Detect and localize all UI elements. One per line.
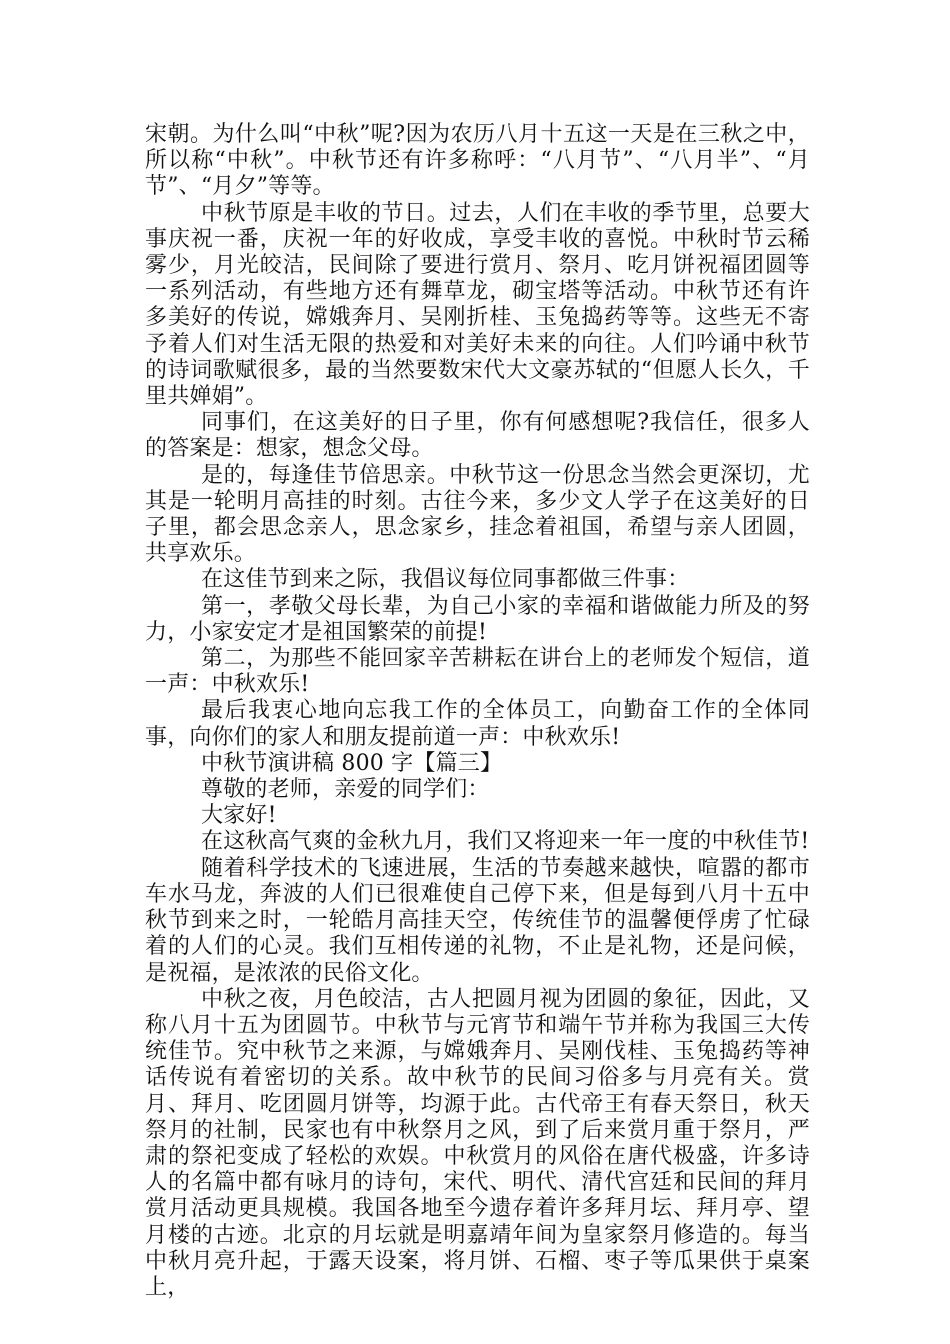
paragraph: 随着科学技术的飞速进展，生活的节奏越来越快，喧嚣的都市车水马龙，奔波的人们已很难使自己停下来，但是每到八月十五中秋节到来之时，一轮皓月高挂天空，传统佳节的温馨便俘虏了忙碌着的人们的心灵。我们互相传递的礼物，不止是礼物，还是问候，是祝福，是浓浓的民俗文化。: [145, 855, 810, 986]
paragraph: 第二，为那些不能回家辛苦耕耘在讲台上的老师发个短信，道一声：中秋欢乐!: [145, 646, 810, 698]
paragraph: 中秋节原是丰收的节日。过去，人们在丰收的季节里，总要大事庆祝一番，庆祝一年的好收成，享受丰收的喜悦。中秋时节云稀雾少，月光皎洁，民间除了要进行赏月、祭月、吃月饼祝福团圆等一系列活动，有些地方还有舞草龙，砌宝塔等活动。中秋节还有许多美好的传说，嫦娥奔月、吴刚折桂、玉兔捣药等等。这些无不寄予着人们对生活无限的热爱和对美好未来的向往。人们吟诵中秋节的诗词歌赋很多，最的当然要数宋代大文豪苏轼的“但愿人长久，千里共婵娟”。: [145, 200, 810, 410]
paragraph: 宋朝。为什么叫“中秋”呢?因为农历八月十五这一天是在三秋之中，所以称“中秋”。中秋节还有许多称呼：“八月节”、“八月半”、“月节”、“月夕”等等。: [145, 122, 810, 200]
section-heading: 中秋节演讲稿 800 字【篇三】: [201, 750, 503, 776]
paragraph: 第一，孝敬父母长辈，为自己小家的幸福和谐做能力所及的努力，小家安定才是祖国繁荣的前提!: [145, 593, 810, 645]
salutation: 尊敬的老师，亲爱的同学们：: [201, 777, 490, 803]
paragraph: 在这秋高气爽的金秋九月，我们又将迎来一年一度的中秋佳节!: [201, 829, 810, 855]
body-text: [145, 122, 810, 1301]
paragraph: 最后我衷心地向忘我工作的全体员工，向勤奋工作的全体同事，向你们的家人和朋友提前道一声：中秋欢乐!: [145, 698, 810, 750]
paragraph: 是的，每逢佳节倍思亲。中秋节这一份思念当然会更深切，尤其是一轮明月高挂的时刻。古往今来，多少文人学子在这美好的日子里，都会思念亲人，思念家乡，挂念着祖国，希望与亲人团圆，共享欢乐。: [145, 462, 810, 567]
paragraph: 在这佳节到来之际，我倡议每位同事都做三件事：: [201, 567, 690, 593]
greeting: 大家好!: [201, 803, 277, 829]
paragraph: 同事们，在这美好的日子里，你有何感想呢?我信任，很多人的答案是：想家，想念父母。: [145, 410, 810, 462]
paragraph: 中秋之夜，月色皎洁，古人把圆月视为团圆的象征，因此，又称八月十五为团圆节。中秋节与元宵节和端午节并称为我国三大传统佳节。究中秋节之来源，与嫦娥奔月、吴刚伐桂、玉兔捣药等神话传说有着密切的关系。故中秋节的民间习俗多与月亮有关。赏月、拜月、吃团圆月饼等，均源于此。古代帝王有春天祭日，秋天祭月的社制，民家也有中秋祭月之风，到了后来赏月重于祭月，严肃的祭祀变成了轻松的欢娱。中秋赏月的风俗在唐代极盛，许多诗人的名篇中都有咏月的诗句，宋代、明代、清代宫廷和民间的拜月赏月活动更具规模。我国各地至今遗存着许多拜月坛、拜月亭、望月楼的古迹。北京的月坛就是明嘉靖年间为皇家祭月修造的。每当中秋月亮升起，于露天设案，将月饼、石榴、枣子等瓜果供于桌案上，: [145, 986, 810, 1300]
